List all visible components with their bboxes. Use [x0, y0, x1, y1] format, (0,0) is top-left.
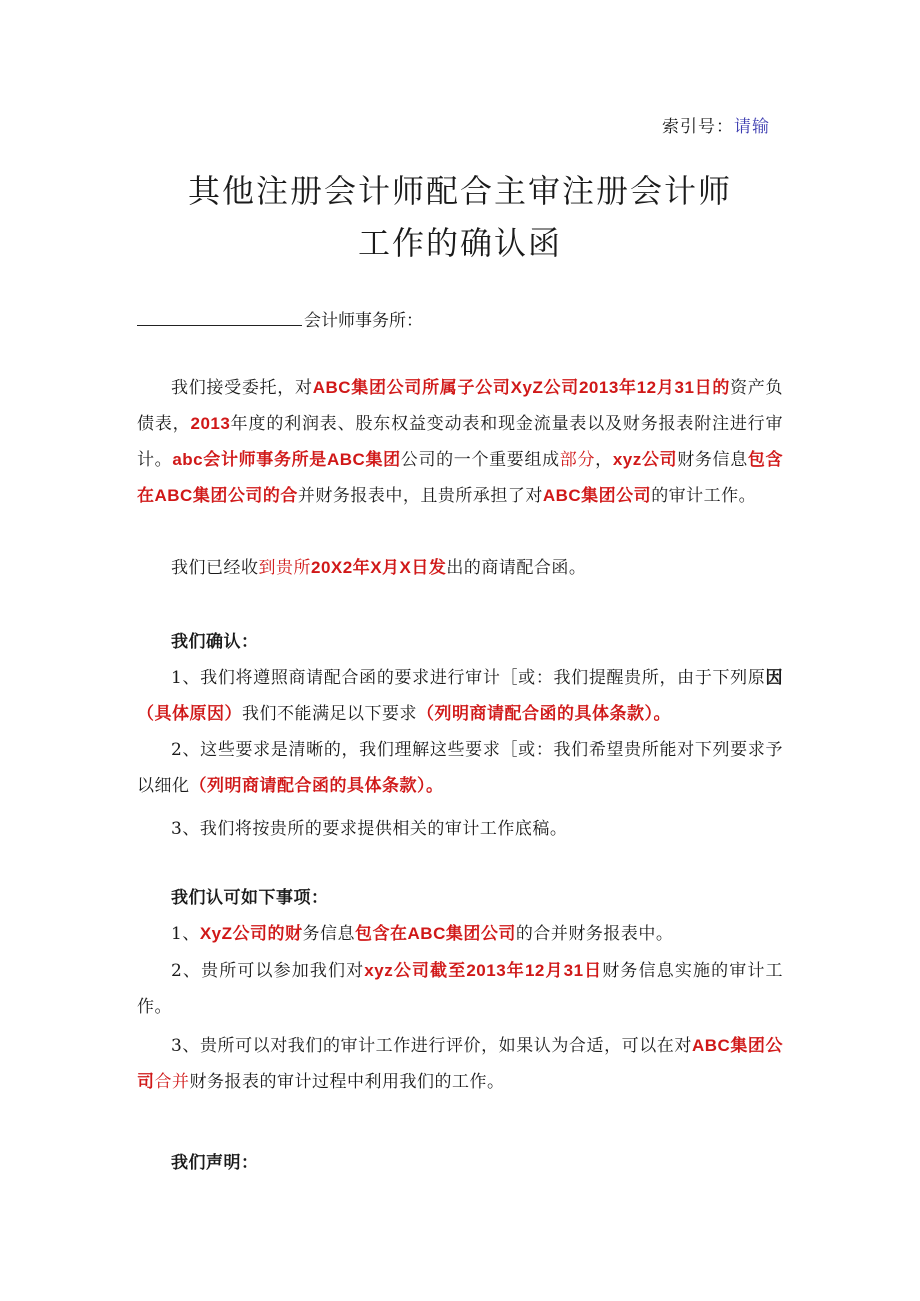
heading-declare: [137, 1145, 783, 1181]
heading-acknowledge: [137, 880, 783, 916]
section-heading: 我们声明：: [171, 1153, 259, 1173]
highlight-span: （列明商请配合函的具体条款）。: [189, 776, 444, 795]
text-span: 3、我们将按贵所的要求提供相关的审计工作底稿。: [171, 819, 568, 839]
highlight-span: 2013: [190, 414, 231, 433]
highlight-span: 包含在: [355, 924, 408, 943]
addressee-line: [137, 306, 423, 331]
highlight-span: ABC集团公司的合: [154, 486, 298, 505]
highlight-span: 包含在: [137, 450, 784, 505]
acknowledge-item-3: [137, 1028, 783, 1100]
text-span: 财务报表的审计过程中利用我们的工作。: [189, 1072, 505, 1092]
addressee-blank: [137, 311, 302, 326]
confirm-item-1: [137, 660, 783, 732]
document-title-line2: 工作的确认函: [357, 224, 562, 262]
highlight-span: （列明商请配合函的具体条款）。: [417, 704, 671, 723]
highlight-span: XyZ公司的财: [199, 924, 303, 943]
highlight-span: xyz公司截至2013年12月31日: [364, 961, 603, 980]
acknowledge-item-2: [137, 953, 783, 1025]
highlight-span: ABC集团公司: [542, 486, 652, 505]
text-span: ，: [595, 450, 613, 470]
highlight-span: 财务信息: [677, 450, 748, 470]
highlight-span: （具体原因）: [137, 704, 242, 723]
text-span: 务信息: [302, 924, 356, 944]
highlight-span: 20X2年X月X日发: [311, 558, 447, 577]
text-span: 我们已经收: [171, 558, 259, 578]
index-number: [662, 112, 770, 137]
paragraph-received: [137, 550, 783, 586]
highlight-span: ABC集团公司: [137, 1036, 783, 1091]
index-label: 索引号：: [662, 117, 734, 137]
section-heading: 我们确认：: [171, 632, 259, 652]
text-span: 1、: [171, 924, 200, 944]
text-span: 我们不能满足以下要求: [242, 704, 417, 724]
text-span: 并财务报表中，且贵所承担了对: [297, 486, 543, 506]
highlight-span: 到贵所: [258, 558, 311, 578]
paragraph-engagement: [137, 370, 783, 514]
highlight-span: 合并: [154, 1072, 190, 1092]
confirm-item-3: [137, 811, 783, 847]
text-span: 1、我们将遵照商请配合函的要求进行审计［或：我们提醒贵所，由于下列原: [171, 668, 766, 688]
text-span: 我们接受委托，对: [171, 378, 313, 398]
text-span: 公司的一个重要组成: [400, 450, 560, 470]
index-value: 请输: [734, 117, 770, 137]
confirm-item-2: [137, 732, 783, 804]
highlight-span: xyz公司: [612, 450, 678, 469]
addressee-suffix: 会计师事务所：: [304, 311, 423, 331]
heading-confirm: [137, 624, 783, 660]
text-span: 2、贵所可以参加我们对: [171, 961, 365, 981]
text-span: 出的商请配合函。: [446, 558, 587, 578]
highlight-span: abc会计师事务所是ABC集团: [172, 450, 401, 469]
text-span: 资产负债表，: [137, 378, 784, 434]
acknowledge-item-1: [137, 916, 783, 952]
text-span: 的审计工作。: [651, 486, 757, 506]
text-span: 3、贵所可以对我们的审计工作进行评价，如果认为合适，可以在对: [171, 1036, 692, 1056]
text-span: 的合并财务报表中。: [515, 924, 674, 944]
document-title-line1: 其他注册会计师配合主审注册会计师: [187, 172, 732, 210]
highlight-span: ABC集团公司: [407, 924, 516, 943]
text-span: 财务信息实施的审计工作。: [137, 961, 783, 1017]
section-heading: 我们认可如下事项：: [171, 888, 329, 908]
text-span: 因: [765, 668, 783, 688]
highlight-span: 部分: [559, 450, 596, 470]
text-span: 2、这些要求是清晰的，我们理解这些要求［或：我们希望贵所能对下列要求予以细化: [137, 740, 783, 796]
highlight-span: ABC集团公司所属子公司XyZ公司2013年12月31日的: [312, 378, 731, 397]
text-span: 年度的利润表、股东权益变动表和现金流量表以及财务报表附注进行审计。: [137, 414, 784, 470]
